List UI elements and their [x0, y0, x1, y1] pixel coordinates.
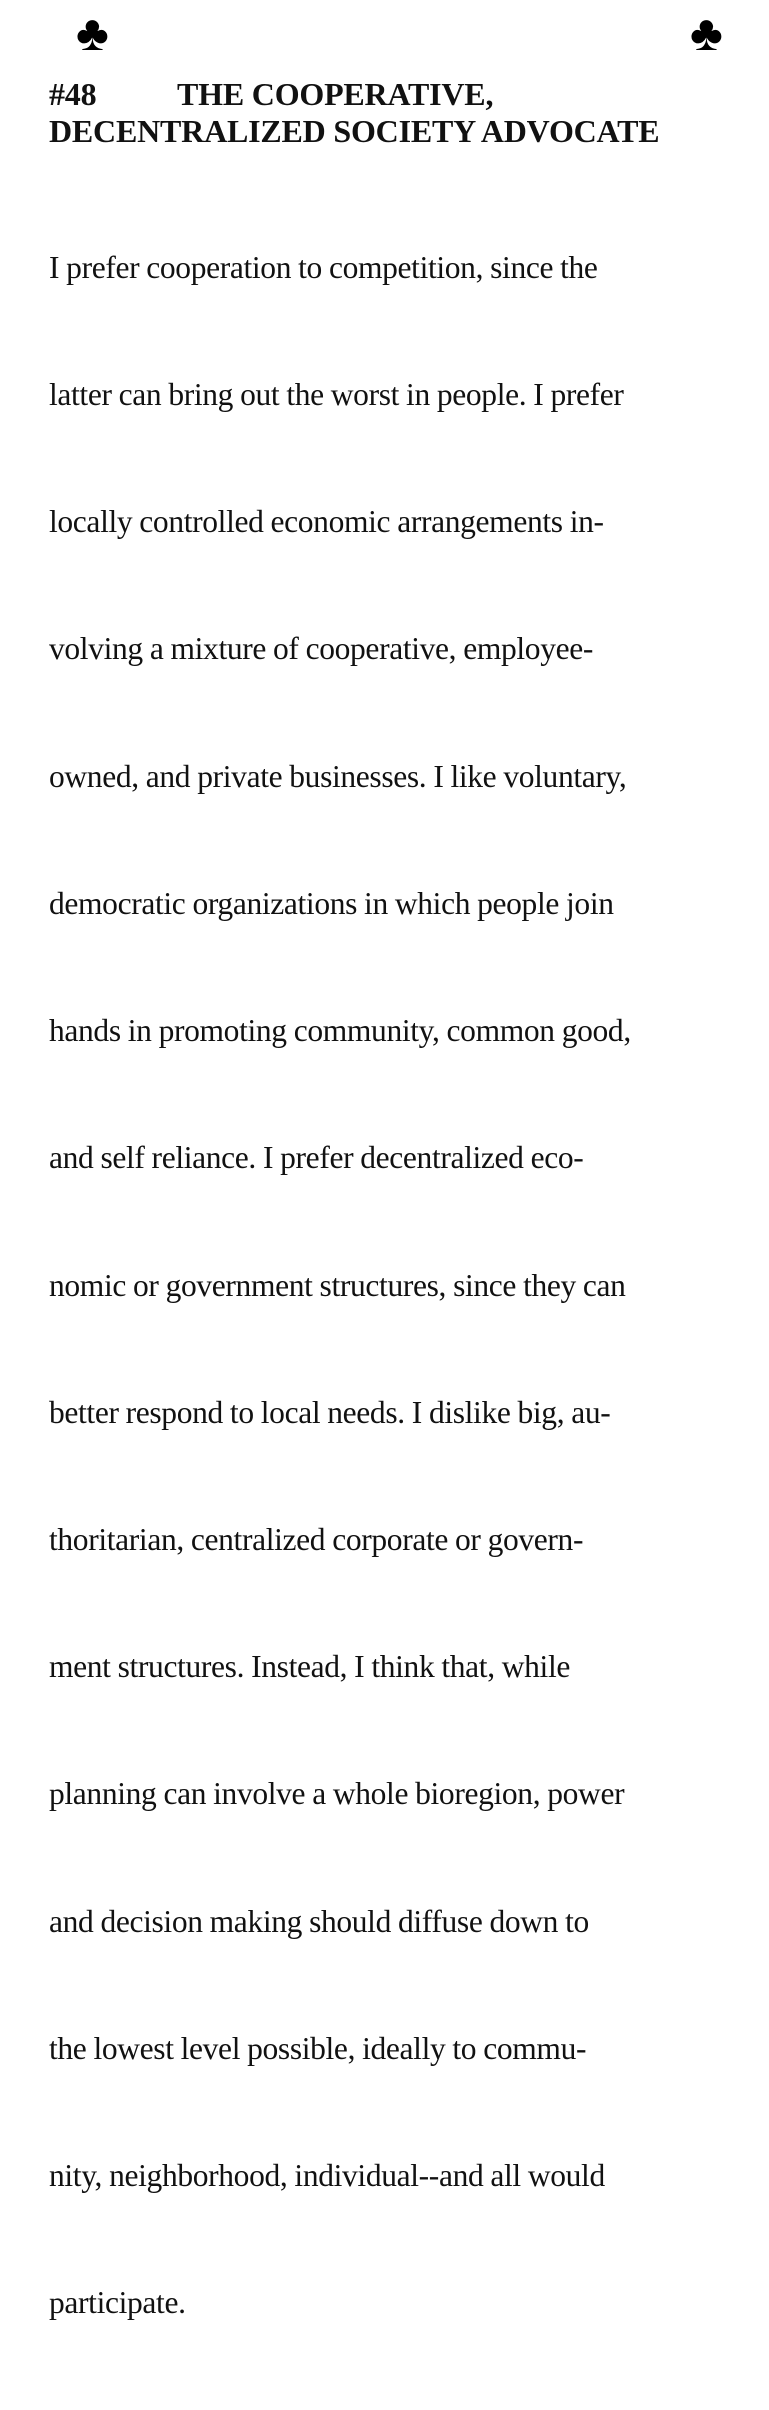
heading-line-1	[49, 76, 769, 113]
body-line: owned, and private businesses. I like voluntary,	[49, 758, 627, 794]
card-heading	[49, 76, 769, 150]
card-body	[49, 162, 769, 2410]
body-line: ment structures. Instead, I think that, while	[49, 1649, 570, 1685]
body-line: participate.	[49, 2285, 186, 2321]
club-icon: ♣	[690, 5, 723, 61]
card-title-line-2: DECENTRALIZED SOCIETY ADVOCATE	[49, 113, 660, 149]
body-line: planning can involve a whole bioregion, power	[49, 1776, 625, 1812]
body-line: I prefer cooperation to competition, since the	[49, 249, 598, 285]
body-line: nomic or government structures, since they can	[49, 1267, 626, 1303]
card-title-line-1: THE COOPERATIVE,	[177, 76, 494, 112]
club-icon: ♣	[76, 5, 109, 61]
card-number: #48	[49, 76, 97, 112]
body-line: locally controlled economic arrangements in-	[49, 504, 604, 540]
body-line: democratic organizations in which people join	[49, 885, 614, 921]
body-line: the lowest level possible, ideally to commu-	[49, 2030, 587, 2066]
body-line: latter can bring out the worst in people. I prefer	[49, 377, 624, 413]
body-line: and self reliance. I prefer decentralized eco-	[49, 1140, 584, 1176]
body-line: thoritarian, centralized corporate or govern-	[49, 1522, 584, 1557]
body-line: and decision making should diffuse down to	[49, 1903, 589, 1939]
body-line: better respond to local needs. I dislike big, au-	[49, 1394, 611, 1430]
body-line: volving a mixture of cooperative, employee-	[49, 631, 594, 667]
body-line: nity, neighborhood, individual--and all would	[49, 2158, 605, 2194]
body-line: hands in promoting community, common good,	[49, 1013, 631, 1049]
